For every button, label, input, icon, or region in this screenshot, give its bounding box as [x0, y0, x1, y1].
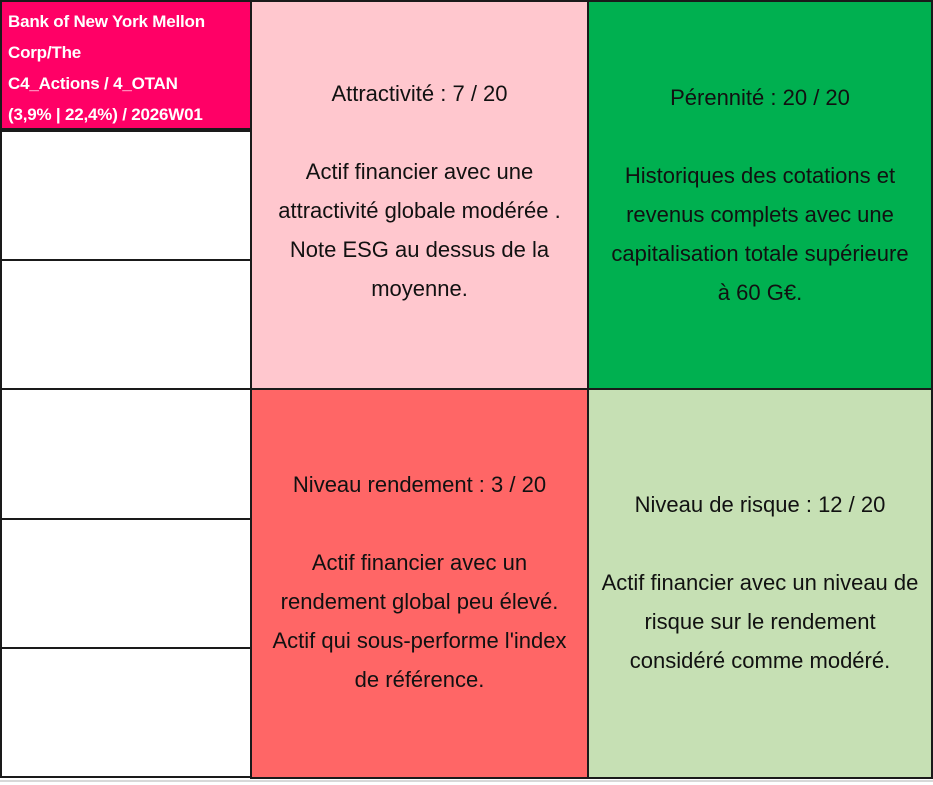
asset-name-line-1: Bank of New York Mellon: [8, 12, 205, 31]
bottom-divider: [0, 780, 933, 782]
asset-header: [0, 0, 252, 130]
empty-cell: [0, 518, 252, 649]
attractivite-score: Attractivité : 7 / 20: [331, 81, 508, 106]
asset-name-line-2: Corp/The: [8, 43, 82, 62]
empty-cell: [0, 259, 252, 390]
description-line: moyenne.: [371, 276, 468, 301]
empty-cell: [0, 647, 252, 778]
description-line: revenus complets avec une: [626, 202, 894, 227]
description-line: Historiques des cotations et: [624, 163, 896, 188]
rendement-score: Niveau rendement : 3 / 20: [292, 471, 547, 497]
risque-description: [602, 563, 919, 680]
description-line: Actif financier avec une: [305, 159, 534, 184]
description-line: rendement global peu élevé.: [280, 588, 559, 614]
description-line: capitalisation totale supérieure: [611, 241, 909, 266]
empty-cell: [0, 388, 252, 520]
description-line: Actif qui sous-performe l'index: [272, 627, 567, 653]
perennite-score: Pérennité : 20 / 20: [670, 85, 850, 110]
rendement-description: [273, 543, 567, 699]
description-line: considéré comme modéré.: [629, 648, 891, 673]
description-line: Actif financier avec un niveau de: [601, 570, 919, 595]
risque-cell: [587, 388, 933, 779]
asset-weights-period: (3,9% | 22,4%) / 2026W01: [8, 105, 203, 124]
risque-score: Niveau de risque : 12 / 20: [634, 492, 886, 517]
description-line: Note ESG au dessus de la: [289, 237, 550, 262]
description-line: de référence.: [354, 666, 485, 692]
attractivite-description: [278, 152, 561, 308]
description-line: risque sur le rendement: [644, 609, 876, 634]
attractivite-cell: [250, 0, 589, 390]
perennite-description: [611, 156, 908, 312]
description-line: à 60 G€.: [717, 280, 803, 305]
empty-cell: [0, 130, 252, 261]
rendement-cell: [250, 388, 589, 779]
asset-category: C4_Actions / 4_OTAN: [8, 74, 178, 93]
description-line: attractivité globale modérée .: [278, 198, 561, 223]
description-line: Actif financier avec un: [311, 549, 528, 575]
perennite-cell: [587, 0, 933, 390]
